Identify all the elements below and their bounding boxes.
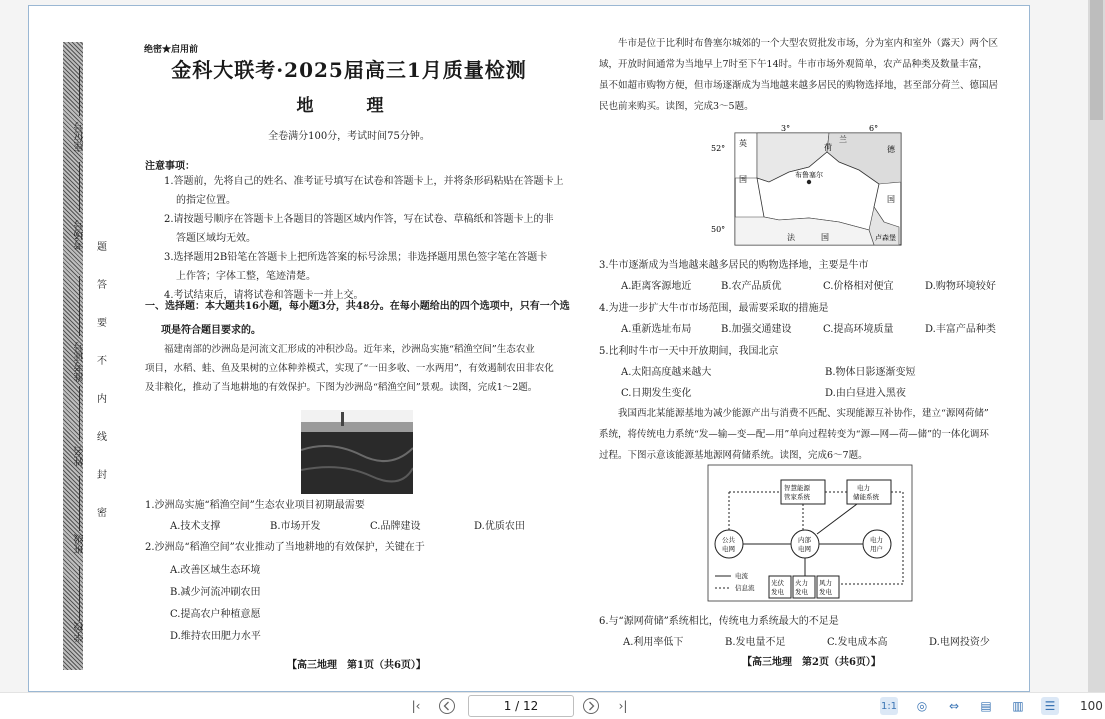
option: C.发电成本高 bbox=[827, 637, 888, 648]
svg-text:管家系统: 管家系统 bbox=[784, 493, 810, 501]
option: C.品牌建设 bbox=[370, 521, 421, 532]
option: A.距离客源地近 bbox=[621, 281, 692, 292]
field-photo bbox=[301, 410, 413, 494]
wind-label: 风力 bbox=[819, 579, 832, 587]
label-name: 姓名 bbox=[75, 446, 86, 466]
option: C.日期发生变化 bbox=[621, 388, 692, 399]
passage-line: 及非粮化，推动了当地耕地的有效保护。下图为沙洲岛“稻渔空间”景观。读图，完成1～2题。 bbox=[145, 382, 538, 393]
notice-line: 的指定位置。 bbox=[176, 195, 236, 206]
label-room: 考场号 bbox=[75, 220, 86, 250]
label-admission: 准考证号 bbox=[75, 342, 86, 382]
map-label: 兰 bbox=[839, 135, 847, 144]
first-page-icon[interactable]: |‹ bbox=[411, 699, 421, 713]
q6-options bbox=[623, 633, 1023, 648]
seal-column bbox=[95, 238, 109, 542]
notice-line: 答题区域均无效。 bbox=[176, 233, 256, 244]
q5-stem: 5.比利时牛市一天中开放期间，我国北京 bbox=[599, 346, 779, 357]
option: B.发电量不足 bbox=[725, 637, 786, 648]
section-heading bbox=[145, 295, 575, 343]
label-school: 学校 bbox=[75, 622, 86, 642]
option: A.技术支撑 bbox=[170, 521, 221, 532]
footer-left: 【高三地理 第1页（共6页）】 bbox=[287, 660, 426, 671]
thermal-label: 火力 bbox=[795, 579, 808, 587]
option: B.农产品质优 bbox=[721, 281, 782, 292]
continuous-scroll-icon[interactable]: ☰ bbox=[1041, 697, 1059, 715]
svg-text:储能系统: 储能系统 bbox=[853, 493, 879, 501]
seal-char: 答 bbox=[97, 280, 107, 291]
option: C.提高农户种植意愿 bbox=[170, 609, 261, 620]
option: D.丰富产品种类 bbox=[925, 324, 996, 335]
prev-page-icon[interactable] bbox=[438, 697, 456, 715]
actual-size-icon[interactable]: 1:1 bbox=[880, 697, 898, 715]
scoring-info: 全卷满分100分，考试时间75分钟。 bbox=[268, 131, 430, 142]
map-label: 荷 bbox=[824, 143, 832, 152]
seal-char: 内 bbox=[97, 394, 107, 405]
seal-char: 封 bbox=[97, 470, 107, 481]
seal-char: 题 bbox=[97, 242, 107, 253]
notice-line: 上作答；字体工整，笔迹清楚。 bbox=[176, 271, 316, 282]
notice-heading: 注意事项： bbox=[145, 161, 195, 172]
q3-stem: 3.牛市逐渐成为当地越来越多居民的购物选择地，主要是牛市 bbox=[599, 260, 869, 271]
passage-line: 我国西北某能源基地为减少能源产出与消费不匹配、实现能源互补协作，建立“源网荷储” bbox=[618, 408, 989, 419]
notice-line: 3.选择题用2B铅笔在答题卡上把所选答案的标号涂黑；非选择题用黑色签字笔在答题卡 bbox=[164, 252, 548, 263]
secret-mark: 绝密★启用前 bbox=[144, 45, 199, 55]
zoom-level[interactable]: 100 bbox=[1080, 699, 1103, 713]
option: D.购物环境较好 bbox=[925, 281, 996, 292]
map-city: 布鲁塞尔 bbox=[795, 171, 823, 179]
option: A.太阳高度越来越大 bbox=[621, 367, 712, 378]
passage-line: 虽不如超市购物方便，但市场逐渐成为当地越来越多居民的购物选择地，甚至部分荷兰、德国居 bbox=[599, 80, 999, 91]
fit-page-icon[interactable]: ◎ bbox=[916, 699, 928, 713]
notice-line: 2.请按题号顺序在答题卡上各题目的答题区域内作答，写在试卷、草稿纸和答题卡上的非 bbox=[164, 214, 554, 225]
option: A.重新选址布局 bbox=[621, 324, 692, 335]
passage-line: 福建南部的沙洲岛是河流文汇形成的冲积沙岛。近年来，沙洲岛实施“稻渔空间”生态农业 bbox=[164, 344, 535, 355]
label-class: 班级 bbox=[75, 534, 86, 554]
option: D.维持农田肥力水平 bbox=[170, 631, 261, 642]
svg-text:电网: 电网 bbox=[722, 545, 735, 553]
q5-options-row2 bbox=[621, 384, 1021, 399]
passage-line: 项目，水稻、蛙、鱼及果树的立体种养模式，实现了“一田多收、一水两用”，有效遏制农田非农化 bbox=[145, 363, 554, 374]
exam-title: 金科大联考·2025届高三1月质量检测 bbox=[171, 58, 527, 82]
seal-char: 密 bbox=[97, 508, 107, 519]
passage-line: 系统，将传统电力系统“发—输—变—配—用”单向过程转变为“源—网—荷—储”的一体化调环 bbox=[599, 429, 989, 440]
option: B.加强交通建设 bbox=[721, 324, 792, 335]
map-lat-bottom: 50° bbox=[711, 225, 726, 234]
q6-stem: 6.与“源网荷储”系统相比，传统电力系统最大的不足是 bbox=[599, 616, 839, 627]
map-label: 英 bbox=[739, 139, 747, 148]
page-indicator[interactable]: 1 / 12 bbox=[468, 695, 574, 717]
option: B.物体日影逐渐变短 bbox=[825, 367, 916, 378]
map-label: 德 bbox=[887, 145, 895, 154]
q4-options bbox=[621, 320, 1021, 335]
internal-grid-label: 内部 bbox=[798, 536, 811, 544]
map-label: 法 bbox=[787, 233, 795, 242]
q5-options-row1 bbox=[621, 363, 1021, 378]
next-page-icon[interactable] bbox=[582, 697, 600, 715]
fit-width-icon[interactable]: ⇔ bbox=[948, 699, 960, 713]
option: C.价格相对便宜 bbox=[823, 281, 894, 292]
option: C.提高环境质量 bbox=[823, 324, 894, 335]
map-lat-top: 52° bbox=[711, 144, 726, 153]
q2-stem: 2.沙洲岛“稻渔空间”农业推动了当地耕地的有效保护，关键在于 bbox=[145, 542, 425, 553]
option: A.改善区域生态环境 bbox=[170, 565, 261, 576]
option: A.利用率低下 bbox=[623, 637, 684, 648]
single-page-icon[interactable]: ▤ bbox=[980, 699, 992, 713]
last-page-icon[interactable]: ›| bbox=[618, 699, 628, 713]
option: B.市场开发 bbox=[270, 521, 321, 532]
q4-stem: 4.为进一步扩大牛市市场范围，最需要采取的措施是 bbox=[599, 303, 829, 314]
legend-info: 信息流 bbox=[735, 584, 755, 592]
map-lon-right: 6° bbox=[869, 124, 879, 133]
public-grid-label: 公共 bbox=[722, 536, 735, 544]
seal-char: 不 bbox=[97, 356, 107, 367]
svg-text:电网: 电网 bbox=[798, 545, 811, 553]
legend-power: 电流 bbox=[735, 572, 748, 580]
q1-options bbox=[170, 517, 570, 532]
passage-1 bbox=[145, 340, 585, 397]
passage-3 bbox=[599, 403, 1019, 466]
q1-stem: 1.沙洲岛实施“稻渔空间”生态农业项目初期最需要 bbox=[145, 500, 365, 511]
option: D.由白昼进入黑夜 bbox=[825, 388, 906, 399]
passage-line: 民也前来购买。读图，完成3～5题。 bbox=[599, 101, 754, 112]
option: D.优质农田 bbox=[474, 521, 525, 532]
notice-list bbox=[164, 172, 584, 305]
smart-box-label: 智慧能源 bbox=[784, 484, 810, 492]
map-lon-left: 3° bbox=[781, 124, 791, 133]
two-page-icon[interactable]: ▥ bbox=[1012, 699, 1024, 713]
document-page bbox=[28, 5, 1030, 692]
svg-text:发电: 发电 bbox=[819, 588, 832, 596]
storage-box-label: 电力 bbox=[857, 484, 870, 492]
footer-right: 【高三地理 第2页（共6页）】 bbox=[742, 657, 881, 668]
map-label: 国 bbox=[887, 195, 895, 204]
seal-char: 线 bbox=[97, 432, 107, 443]
map-label: 国 bbox=[739, 175, 747, 184]
pv-label: 光伏 bbox=[771, 579, 784, 587]
energy-system-diagram bbox=[707, 464, 913, 602]
map-label: 卢森堡 bbox=[875, 234, 896, 242]
passage-line: 过程。下图示意该能源基地源网荷储系统。读图，完成6～7题。 bbox=[599, 450, 868, 461]
section-line: 一、选择题：本大题共16小题，每小题3分，共48分。在每小题给出的四个选项中，只有一个选 bbox=[145, 301, 570, 312]
svg-text:发电: 发电 bbox=[795, 588, 808, 596]
section-line: 项是符合题目要求的。 bbox=[161, 325, 261, 336]
seal-char: 要 bbox=[97, 318, 107, 329]
scroll-thumb[interactable] bbox=[1090, 0, 1103, 120]
passage-line: 域，开放时间通常为当地早上7时至下午14时。牛市市场外观简单，农产品种类及数量丰富， bbox=[599, 59, 988, 70]
passage-line: 牛市是位于比利时布鲁塞尔城郊的一个大型农贸批发市场，分为室内和室外（露天）两个区 bbox=[618, 38, 999, 49]
viewer-toolbar bbox=[0, 692, 1105, 719]
option: D.电网投资少 bbox=[929, 637, 990, 648]
option: B.减少河流冲刷农田 bbox=[170, 587, 261, 598]
user-label: 电力 bbox=[870, 536, 883, 544]
notice-line: 1.答题前，先将自己的姓名、准考证号填写在试卷和答题卡上，并将条形码粘贴在答题卡上 bbox=[164, 176, 564, 187]
belgium-map bbox=[709, 122, 909, 248]
passage-2 bbox=[599, 33, 1019, 117]
notice-line: 4.考试结束后，请将试卷和答题卡一并上交。 bbox=[164, 290, 364, 301]
q2-options bbox=[170, 560, 261, 648]
map-label: 国 bbox=[821, 233, 829, 242]
svg-text:用户: 用户 bbox=[870, 545, 883, 553]
vertical-scrollbar[interactable] bbox=[1088, 0, 1105, 692]
subject-title: 地 理 bbox=[296, 96, 402, 116]
svg-text:发电: 发电 bbox=[771, 588, 784, 596]
label-seat: 座位号 bbox=[75, 122, 86, 152]
q3-options bbox=[621, 277, 1021, 292]
